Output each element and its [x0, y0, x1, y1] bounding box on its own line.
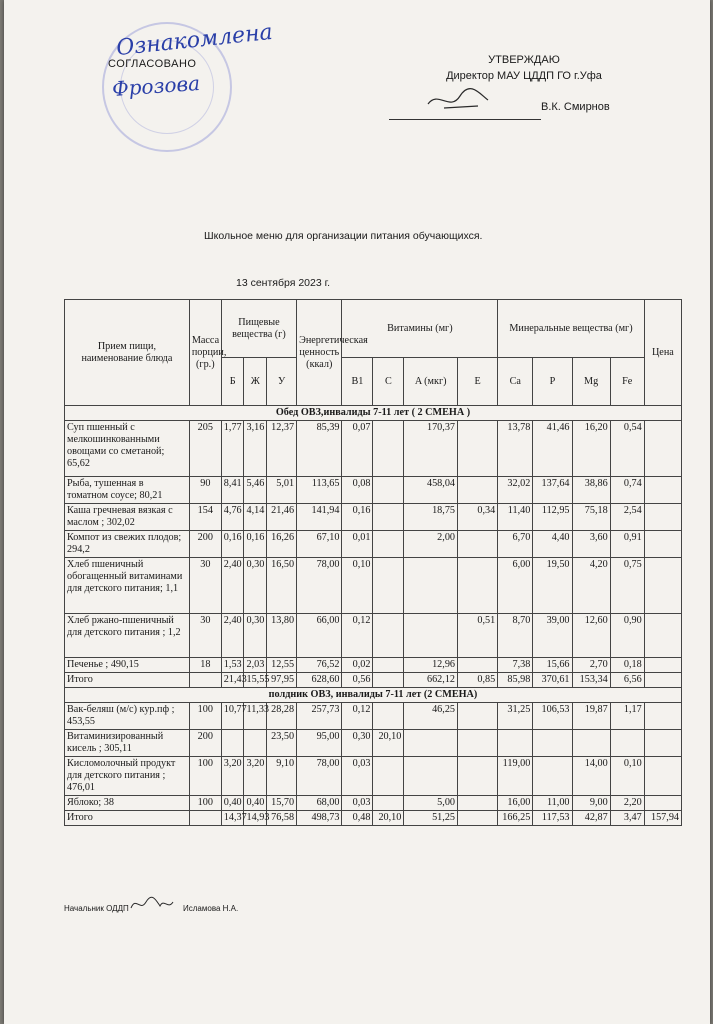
cell-b: 2,40 — [221, 558, 244, 614]
cell-zh: 3,20 — [244, 757, 267, 796]
cell-e — [458, 658, 498, 673]
table-row — [65, 477, 682, 504]
cell-price — [644, 614, 681, 658]
header-zh: Ж — [244, 358, 267, 406]
cell-p: 112,95 — [533, 504, 572, 531]
cell-mg: 14,00 — [572, 757, 610, 796]
cell-ca: 16,00 — [498, 796, 533, 811]
header-mg: Mg — [572, 358, 610, 406]
cell-fe: 0,74 — [610, 477, 644, 504]
cell-u: 13,80 — [267, 614, 297, 658]
cell-b1: 0,16 — [342, 504, 373, 531]
cell-u: 12,55 — [267, 658, 297, 673]
cell-p: 39,00 — [533, 614, 572, 658]
cell-fe: 1,17 — [610, 703, 644, 730]
cell-ca: 11,40 — [498, 504, 533, 531]
signature-line — [389, 119, 541, 120]
cell-mass: 100 — [189, 703, 221, 730]
cell-price — [644, 673, 681, 688]
header-ca: Ca — [498, 358, 533, 406]
cell-zh: 0,40 — [244, 796, 267, 811]
menu-table — [64, 299, 682, 826]
cell-zh: 0,30 — [244, 614, 267, 658]
cell-mg: 9,00 — [572, 796, 610, 811]
cell-c — [373, 558, 404, 614]
cell-p: 106,53 — [533, 703, 572, 730]
agreed-label: СОГЛАСОВАНО — [108, 58, 197, 70]
total-row — [65, 811, 682, 826]
cell-p: 11,00 — [533, 796, 572, 811]
cell-e — [458, 811, 498, 826]
document-date: 13 сентября 2023 г. — [236, 277, 331, 289]
cell-mg: 3,60 — [572, 531, 610, 558]
cell-b1: 0,12 — [342, 614, 373, 658]
cell-a — [404, 730, 458, 757]
cell-mass — [189, 673, 221, 688]
cell-fe: 2,54 — [610, 504, 644, 531]
cell-price — [644, 757, 681, 796]
cell-ca: 119,00 — [498, 757, 533, 796]
cell-price — [644, 558, 681, 614]
cell-e — [458, 730, 498, 757]
cell-ca: 31,25 — [498, 703, 533, 730]
cell-p: 19,50 — [533, 558, 572, 614]
cell-b: 4,76 — [221, 504, 244, 531]
approve-position: Директор МАУ ЦДДП ГО г.Уфа — [446, 70, 602, 82]
section-title: полдник ОВЗ, инвалиды 7-11 лет (2 СМЕНА) — [65, 688, 682, 703]
cell-mass: 200 — [189, 730, 221, 757]
cell-ca: 85,98 — [498, 673, 533, 688]
cell-ca: 6,70 — [498, 531, 533, 558]
cell-b: 21,43 — [221, 673, 244, 688]
cell-b: 1,53 — [221, 658, 244, 673]
cell-name: Итого — [65, 811, 190, 826]
cell-u: 16,26 — [267, 531, 297, 558]
cell-u: 97,95 — [267, 673, 297, 688]
table-row — [65, 796, 682, 811]
cell-b: 14,37 — [221, 811, 244, 826]
cell-zh: 5,46 — [244, 477, 267, 504]
cell-a: 18,75 — [404, 504, 458, 531]
total-row — [65, 673, 682, 688]
table-row — [65, 757, 682, 796]
cell-name: Яблоко; 38 — [65, 796, 190, 811]
cell-zh: 0,16 — [244, 531, 267, 558]
cell-b: 8,41 — [221, 477, 244, 504]
cell-u: 21,46 — [267, 504, 297, 531]
header-meal: Прием пищи, наименование блюда — [65, 300, 190, 406]
cell-a — [404, 614, 458, 658]
cell-mg: 2,70 — [572, 658, 610, 673]
header-b1: B1 — [342, 358, 373, 406]
cell-zh — [244, 730, 267, 757]
cell-zh: 0,30 — [244, 558, 267, 614]
cell-ca: 7,38 — [498, 658, 533, 673]
cell-b — [221, 730, 244, 757]
cell-fe — [610, 730, 644, 757]
cell-zh: 11,33 — [244, 703, 267, 730]
cell-c — [373, 614, 404, 658]
cell-u: 76,58 — [267, 811, 297, 826]
section1-title-row — [65, 406, 682, 421]
cell-ca: 32,02 — [498, 477, 533, 504]
cell-b: 3,20 — [221, 757, 244, 796]
cell-energy: 78,00 — [297, 558, 342, 614]
document-title: Школьное меню для организации питания обучающихся. — [204, 230, 483, 242]
header-minerals: Минеральные вещества (мг) — [498, 300, 645, 358]
cell-zh: 2,03 — [244, 658, 267, 673]
director-signature-icon — [424, 86, 494, 116]
cell-name: Суп пшенный с мелкошинкованными овощами со сметаной; 65,62 — [65, 421, 190, 477]
header-u: У — [267, 358, 297, 406]
cell-energy: 257,73 — [297, 703, 342, 730]
cell-name: Кисломолочный продукт для детского питания ; 476,01 — [65, 757, 190, 796]
cell-price — [644, 504, 681, 531]
cell-e — [458, 558, 498, 614]
cell-energy: 68,00 — [297, 796, 342, 811]
cell-e: 0,85 — [458, 673, 498, 688]
footer-name: Исламова Н.А. — [183, 904, 239, 913]
cell-price — [644, 421, 681, 477]
cell-b: 2,40 — [221, 614, 244, 658]
cell-u: 23,50 — [267, 730, 297, 757]
cell-name: Итого — [65, 673, 190, 688]
cell-name: Каша гречневая вязкая с маслом ; 302,02 — [65, 504, 190, 531]
cell-zh: 14,93 — [244, 811, 267, 826]
cell-mg: 12,60 — [572, 614, 610, 658]
header-p: P — [533, 358, 572, 406]
table-row — [65, 558, 682, 614]
cell-e: 0,51 — [458, 614, 498, 658]
cell-price — [644, 730, 681, 757]
handwritten-signature: Фрозова — [111, 70, 201, 102]
cell-a: 12,96 — [404, 658, 458, 673]
header-fe: Fe — [610, 358, 644, 406]
cell-mass: 30 — [189, 558, 221, 614]
cell-fe: 3,47 — [610, 811, 644, 826]
header-price: Цена — [644, 300, 681, 406]
table-row — [65, 504, 682, 531]
cell-c — [373, 477, 404, 504]
cell-p: 370,61 — [533, 673, 572, 688]
cell-fe: 0,10 — [610, 757, 644, 796]
cell-a — [404, 558, 458, 614]
header-c: C — [373, 358, 404, 406]
cell-c — [373, 757, 404, 796]
cell-e — [458, 796, 498, 811]
table-row — [65, 614, 682, 658]
cell-b1: 0,03 — [342, 796, 373, 811]
cell-price: 157,94 — [644, 811, 681, 826]
cell-e — [458, 703, 498, 730]
cell-a: 662,12 — [404, 673, 458, 688]
cell-u: 5,01 — [267, 477, 297, 504]
cell-mg: 42,87 — [572, 811, 610, 826]
approval-block — [424, 52, 624, 84]
cell-energy: 628,60 — [297, 673, 342, 688]
cell-mg: 75,18 — [572, 504, 610, 531]
cell-e — [458, 757, 498, 796]
cell-p — [533, 730, 572, 757]
cell-mg: 16,20 — [572, 421, 610, 477]
cell-mass: 100 — [189, 796, 221, 811]
section-title: Обед ОВЗ,инвалиды 7-11 лет ( 2 СМЕНА ) — [65, 406, 682, 421]
cell-b1: 0,03 — [342, 757, 373, 796]
cell-c — [373, 673, 404, 688]
cell-energy: 141,94 — [297, 504, 342, 531]
cell-c — [373, 796, 404, 811]
cell-u: 16,50 — [267, 558, 297, 614]
cell-fe: 0,54 — [610, 421, 644, 477]
approve-title: УТВЕРЖДАЮ — [488, 54, 560, 66]
cell-a: 170,37 — [404, 421, 458, 477]
cell-name: Хлеб пшеничный обогащенный витаминами для детского питания; 1,1 — [65, 558, 190, 614]
cell-mg: 153,34 — [572, 673, 610, 688]
header-a: A (мкг) — [404, 358, 458, 406]
cell-c: 20,10 — [373, 730, 404, 757]
cell-a: 46,25 — [404, 703, 458, 730]
cell-c — [373, 504, 404, 531]
cell-a — [404, 757, 458, 796]
cell-zh: 3,16 — [244, 421, 267, 477]
cell-mass: 200 — [189, 531, 221, 558]
cell-a: 5,00 — [404, 796, 458, 811]
cell-energy: 66,00 — [297, 614, 342, 658]
cell-b1: 0,02 — [342, 658, 373, 673]
table-row — [65, 730, 682, 757]
handwritten-familiar-note: Ознакомлена — [115, 19, 274, 62]
cell-b1: 0,10 — [342, 558, 373, 614]
cell-energy: 67,10 — [297, 531, 342, 558]
cell-price — [644, 477, 681, 504]
cell-mass: 100 — [189, 757, 221, 796]
cell-zh: 15,55 — [244, 673, 267, 688]
cell-name: Печенье ; 490,15 — [65, 658, 190, 673]
cell-u: 9,10 — [267, 757, 297, 796]
cell-zh: 4,14 — [244, 504, 267, 531]
cell-energy: 78,00 — [297, 757, 342, 796]
header-nutrients: Пищевые вещества (г) — [221, 300, 296, 358]
cell-ca: 8,70 — [498, 614, 533, 658]
cell-b: 0,16 — [221, 531, 244, 558]
cell-ca: 166,25 — [498, 811, 533, 826]
cell-e — [458, 421, 498, 477]
cell-name: Компот из свежих плодов; 294,2 — [65, 531, 190, 558]
cell-fe: 0,75 — [610, 558, 644, 614]
cell-e — [458, 531, 498, 558]
menu-table-body — [65, 406, 682, 826]
header-vitamins: Витамины (мг) — [342, 300, 498, 358]
cell-name: Вак-беляш (м/с) кур.пф ; 453,55 — [65, 703, 190, 730]
cell-p: 137,64 — [533, 477, 572, 504]
cell-e — [458, 477, 498, 504]
cell-p: 41,46 — [533, 421, 572, 477]
header-energy: Энергетическая ценность (ккал) — [297, 300, 342, 406]
cell-b1: 0,08 — [342, 477, 373, 504]
cell-ca — [498, 730, 533, 757]
cell-a: 458,04 — [404, 477, 458, 504]
section2-title-row — [65, 688, 682, 703]
document-page — [4, 0, 710, 1024]
cell-fe: 0,18 — [610, 658, 644, 673]
cell-mass: 90 — [189, 477, 221, 504]
cell-u: 28,28 — [267, 703, 297, 730]
cell-energy: 95,00 — [297, 730, 342, 757]
cell-mg: 19,87 — [572, 703, 610, 730]
cell-name: Хлеб ржано-пшеничный для детского питания ; 1,2 — [65, 614, 190, 658]
cell-a: 51,25 — [404, 811, 458, 826]
cell-energy: 76,52 — [297, 658, 342, 673]
cell-p: 4,40 — [533, 531, 572, 558]
cell-ca: 6,00 — [498, 558, 533, 614]
cell-fe: 2,20 — [610, 796, 644, 811]
table-row — [65, 421, 682, 477]
header-b: Б — [221, 358, 244, 406]
footer-position: Начальник ОДДП — [64, 904, 129, 913]
cell-u: 12,37 — [267, 421, 297, 477]
cell-price — [644, 796, 681, 811]
cell-mg: 38,86 — [572, 477, 610, 504]
cell-energy: 85,39 — [297, 421, 342, 477]
cell-c — [373, 658, 404, 673]
header-mass: Масса порции, (гр.) — [189, 300, 221, 406]
cell-b: 0,40 — [221, 796, 244, 811]
cell-energy: 113,65 — [297, 477, 342, 504]
cell-price — [644, 531, 681, 558]
cell-b: 1,77 — [221, 421, 244, 477]
cell-p — [533, 757, 572, 796]
cell-b1: 0,30 — [342, 730, 373, 757]
cell-b1: 0,48 — [342, 811, 373, 826]
cell-p: 117,53 — [533, 811, 572, 826]
footer-signature-icon — [128, 894, 176, 914]
cell-a: 2,00 — [404, 531, 458, 558]
header-e: E — [458, 358, 498, 406]
cell-u: 15,70 — [267, 796, 297, 811]
cell-fe: 0,91 — [610, 531, 644, 558]
cell-c — [373, 703, 404, 730]
cell-fe: 0,90 — [610, 614, 644, 658]
cell-c — [373, 421, 404, 477]
table-row — [65, 703, 682, 730]
table-row — [65, 531, 682, 558]
cell-b1: 0,01 — [342, 531, 373, 558]
cell-mg — [572, 730, 610, 757]
cell-b1: 0,56 — [342, 673, 373, 688]
cell-mass — [189, 811, 221, 826]
cell-fe: 6,56 — [610, 673, 644, 688]
cell-price — [644, 658, 681, 673]
cell-price — [644, 703, 681, 730]
cell-ca: 13,78 — [498, 421, 533, 477]
cell-mass: 154 — [189, 504, 221, 531]
cell-mg: 4,20 — [572, 558, 610, 614]
cell-e: 0,34 — [458, 504, 498, 531]
cell-c: 20,10 — [373, 811, 404, 826]
cell-mass: 205 — [189, 421, 221, 477]
cell-energy: 498,73 — [297, 811, 342, 826]
cell-b1: 0,12 — [342, 703, 373, 730]
cell-name: Рыба, тушенная в томатном соусе; 80,21 — [65, 477, 190, 504]
cell-mass: 30 — [189, 614, 221, 658]
cell-b: 10,77 — [221, 703, 244, 730]
table-row — [65, 658, 682, 673]
cell-mass: 18 — [189, 658, 221, 673]
cell-name: Витаминизированный кисель ; 305,11 — [65, 730, 190, 757]
cell-p: 15,66 — [533, 658, 572, 673]
cell-b1: 0,07 — [342, 421, 373, 477]
director-name: В.К. Смирнов — [541, 101, 610, 113]
cell-c — [373, 531, 404, 558]
